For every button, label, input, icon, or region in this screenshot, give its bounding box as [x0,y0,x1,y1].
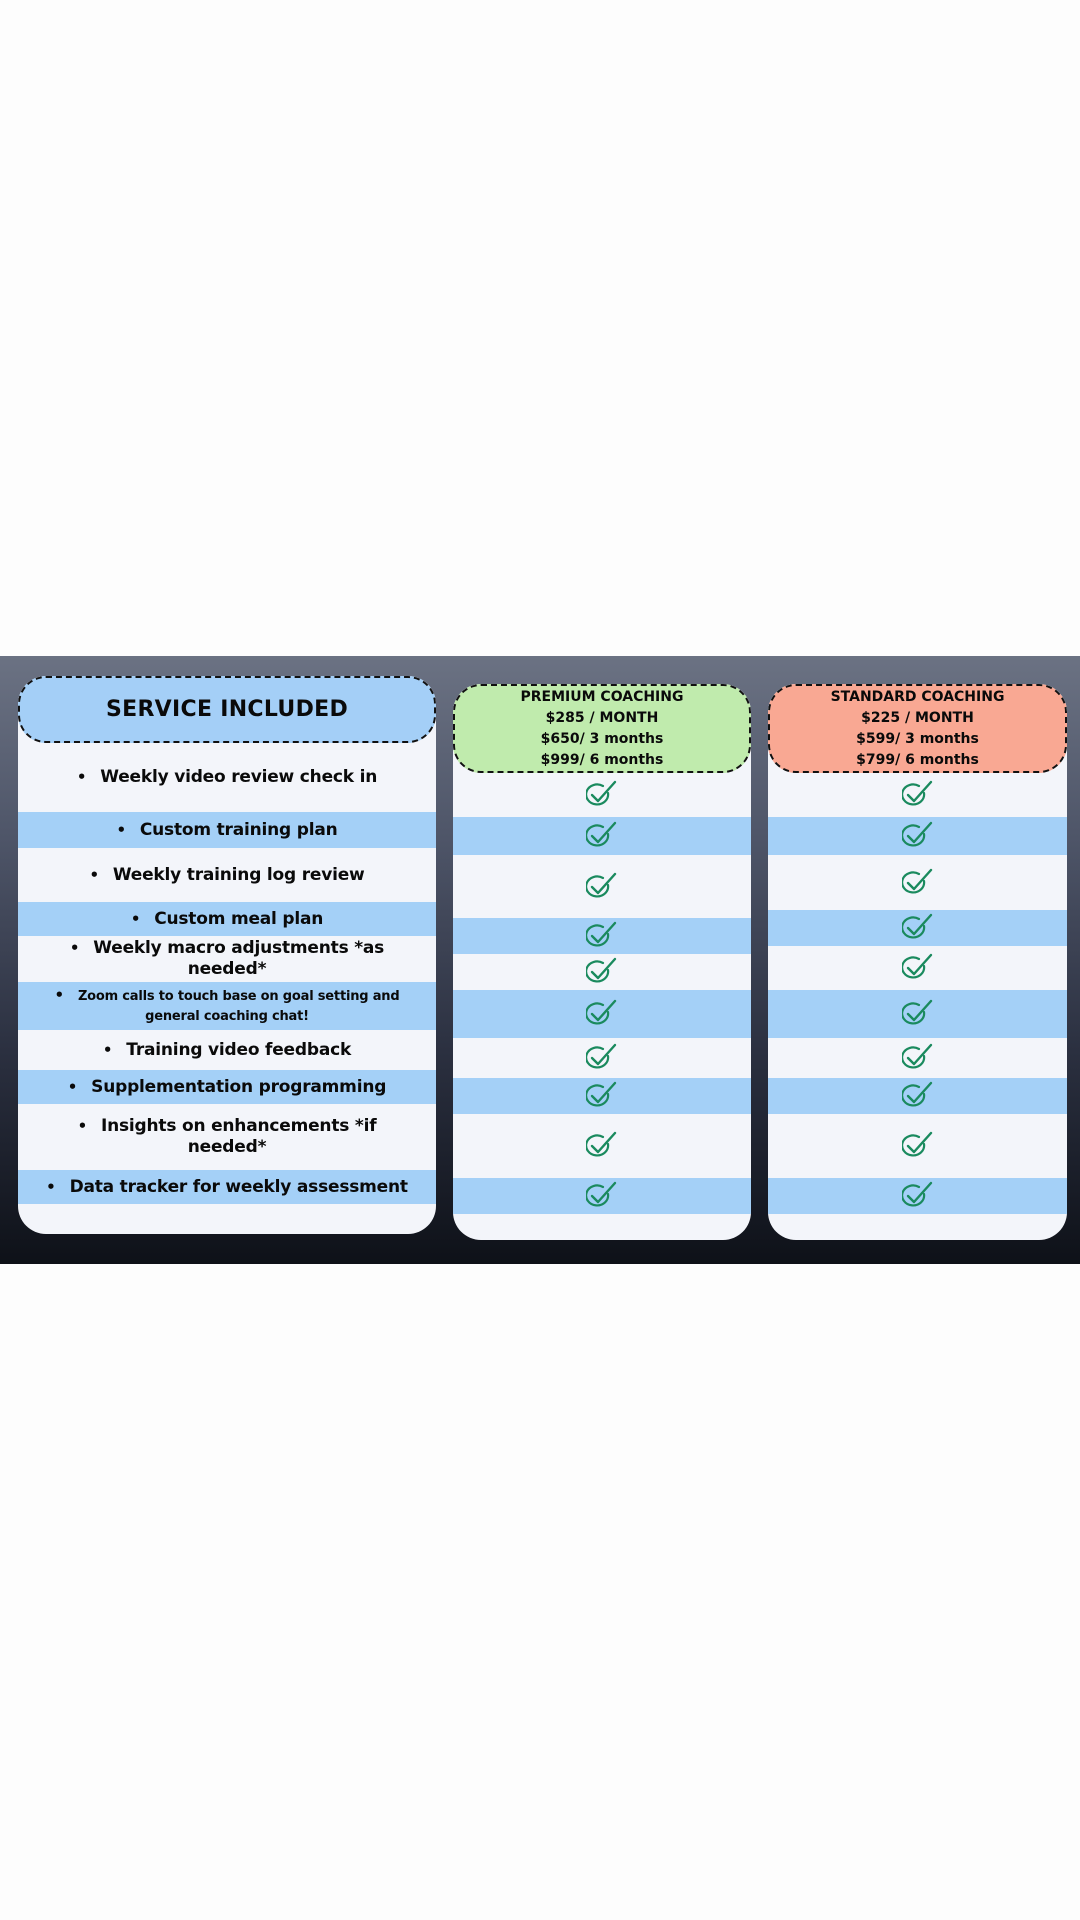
premium-row [453,817,751,855]
check-icon [902,821,934,851]
bullet-icon: • [89,865,99,884]
service-label: Insights on enhancements *if needed* [100,1116,377,1157]
standard-header [768,684,1067,773]
service-row [18,936,436,982]
premium-price-3-months: $650/ 3 months [540,730,664,747]
service-label: Custom training plan [139,819,338,840]
bullet-icon: • [46,1177,56,1196]
service-row [18,1070,436,1104]
standard-row [768,855,1067,910]
check-icon [902,913,934,943]
premium-row [453,1078,751,1114]
standard-row [768,910,1067,946]
premium-row [453,954,751,990]
services-header [18,676,436,743]
check-icon [586,872,618,902]
service-row [18,902,436,936]
check-icon [902,1081,934,1111]
bullet-icon: • [76,767,87,786]
check-icon [902,868,934,898]
check-icon [902,953,934,983]
service-row [18,848,436,902]
premium-row [453,918,751,954]
premium-price-6-months: $999/ 6 months [540,751,664,768]
service-row [18,812,436,848]
service-label: Weekly macro adjustments *as needed* [93,938,385,979]
check-icon [586,1131,618,1161]
premium-row [453,990,751,1038]
premium-row [453,1178,751,1214]
standard-row [768,817,1067,855]
standard-row [768,1114,1067,1178]
check-icon [586,957,618,987]
service-row [18,752,436,802]
bullet-icon: • [54,986,64,1004]
service-label: Training video feedback [126,1039,352,1060]
services-card [18,676,436,1234]
bullet-icon: • [77,1117,87,1135]
standard-row [768,990,1067,1038]
bullet-icon: • [102,1040,113,1059]
standard-price-monthly: $225 / MONTH [861,709,974,726]
premium-row [453,1114,751,1178]
standard-card [768,684,1067,1240]
premium-price-monthly: $285 / MONTH [545,709,659,726]
check-icon [586,1181,618,1211]
standard-price-6-months: $799/ 6 months [856,751,979,768]
standard-row [768,946,1067,990]
service-row [18,1030,436,1070]
check-icon [586,821,618,851]
check-icon [902,780,934,810]
check-icon [586,1043,618,1073]
standard-row [768,1178,1067,1214]
check-icon [586,999,618,1029]
service-row [18,982,436,1030]
service-label: Custom meal plan [154,908,324,929]
bullet-icon: • [130,909,141,928]
standard-row [768,773,1067,817]
premium-row [453,773,751,817]
standard-row [768,1078,1067,1114]
bullet-icon: • [67,1077,78,1096]
service-label: Zoom calls to touch base on goal setting and general coaching chat! [77,989,400,1024]
bullet-icon: • [69,939,80,957]
premium-row [453,855,751,918]
service-label: Weekly training log review [112,864,365,885]
premium-card [453,684,751,1240]
check-icon [902,999,934,1029]
standard-price-3-months: $599/ 3 months [856,730,979,747]
check-icon [902,1181,934,1211]
premium-header [453,684,751,773]
bullet-icon: • [116,820,126,839]
standard-row [768,1038,1067,1078]
check-icon [586,1081,618,1111]
check-icon [902,1131,934,1161]
premium-row [453,1038,751,1078]
service-row [18,1104,436,1170]
service-row [18,1170,436,1204]
service-label: Supplementation programming [91,1076,387,1097]
services-header-title: SERVICE INCLUDED [105,697,349,722]
service-label: Weekly video review check in [100,766,378,787]
premium-title: PREMIUM COACHING [520,688,684,705]
check-icon [902,1043,934,1073]
check-icon [586,921,618,951]
standard-title: STANDARD COACHING [830,688,1005,705]
check-icon [586,780,618,810]
service-label: Data tracker for weekly assessment [69,1176,408,1197]
